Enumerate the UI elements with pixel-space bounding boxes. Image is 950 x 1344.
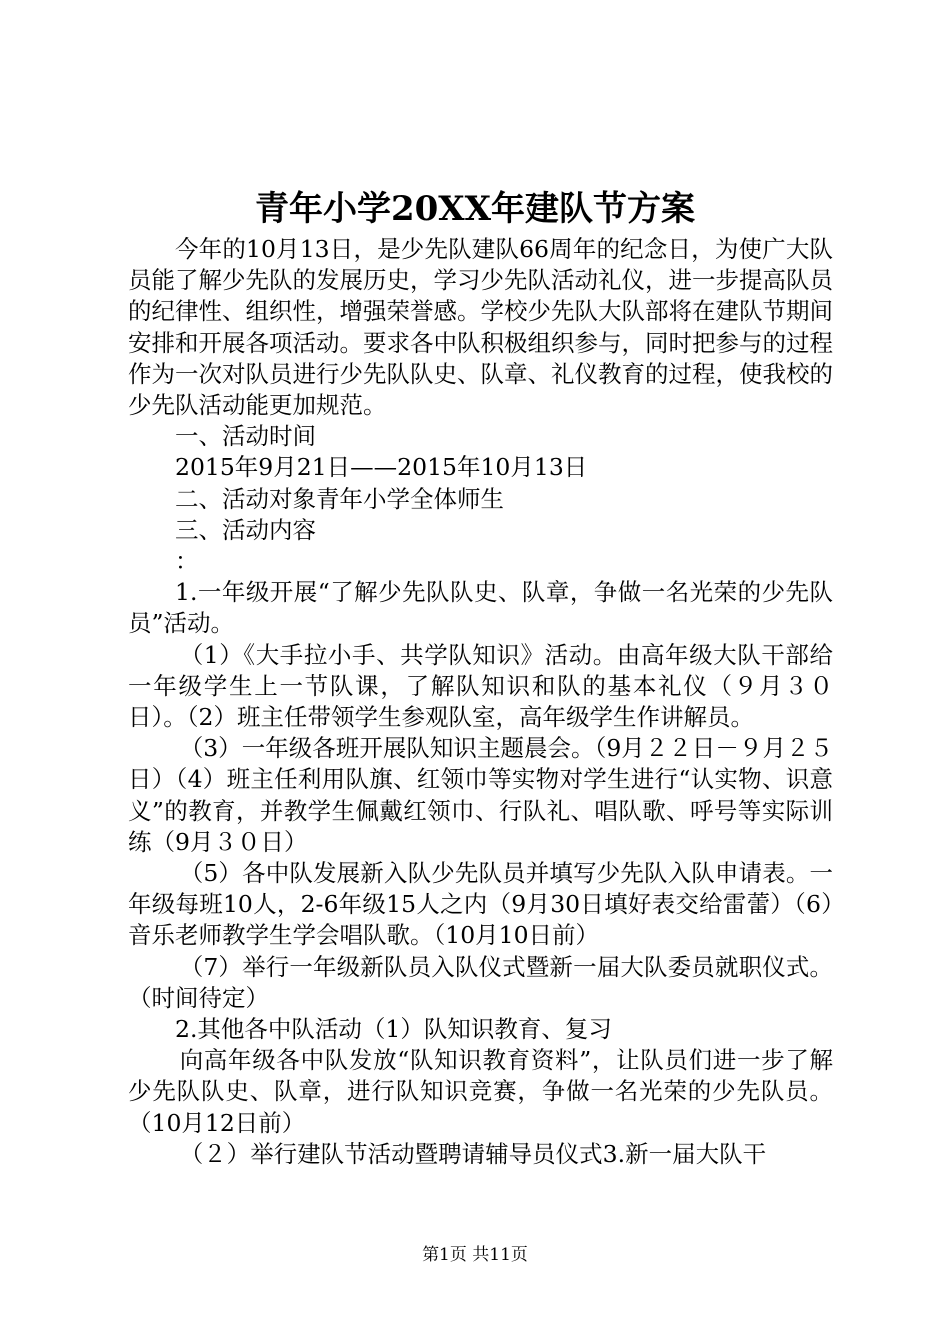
heading-activity-content: 三、活动内容	[175, 515, 316, 544]
document-body	[128, 234, 833, 1170]
paragraph-item-1-1: （1）《大手拉小手、共学队知识》活动。由高年级大队干部给一年级学生上一节队课，了解队知识和队的基本礼仪（９月３０日）。（2）班主任带领学生参观队室，高年级学生作讲解员。	[128, 640, 833, 732]
heading-activity-time: 一、活动时间	[175, 422, 316, 451]
paragraph-item-1-7: （7）举行一年级新队员入队仪式暨新一届大队委员就职仪式。（时间待定）	[128, 952, 833, 1012]
paragraph-item-2-2: （２）举行建队节活动暨聘请辅导员仪式3.新一届大队干	[179, 1139, 767, 1168]
paragraph-item-1-3: （3）一年级各班开展队知识主题晨会。（9月２２日－９月２５日）（4）班主任利用队旗、红领巾等实物对学生进行“认实物、识意义”的教育，并教学生佩戴红领巾、行队礼、唱队歌、呼号等实际训练（9月３０日）	[128, 734, 833, 856]
page-footer: 第1页 共11页	[422, 1245, 528, 1265]
paragraph-intro: 今年的10月13日，是少先队建队66周年的纪念日，为使广大队员能了解少先队的发展历史，学习少先队活动礼仪，进一步提高队员的纪律性、组织性，增强荣誉感。学校少先队大队部将在建队节期间安排和开展各项活动。要求各中队积极组织参与，同时把参与的过程作为一次对队员进行少先队队史、队章、礼仪教育的过程，使我校的少先队活动能更加规范。	[128, 235, 833, 420]
heading-activity-target: 二、活动对象青年小学全体师生	[175, 484, 504, 513]
paragraph-item-1-5: （5）各中队发展新入队少先队员并填写少先队入队申请表。一年级每班10人，2-6年级15人之内（9月30日填好表交给雷蕾）（6）音乐老师教学生学会唱队歌。（10月10日前）	[128, 859, 833, 950]
paragraph-item-2: 2.其他各中队活动（1）队知识教育、复习	[175, 1015, 612, 1044]
paragraph-activity-dates: 2015年9月21日——2015年10月13日	[175, 453, 588, 482]
paragraph-item-1: 1.一年级开展“了解少先队队史、队章，争做一名光荣的少先队员”活动。	[128, 578, 833, 638]
document-title: 青年小学20XX年建队节方案	[254, 189, 696, 229]
paragraph-colon: ：	[175, 547, 199, 576]
paragraph-item-2-1: 向高年级各中队发放“队知识教育资料”，让队员们进一步了解少先队队史、队章，进行队知识竞赛，争做一名光荣的少先队员。（10月12日前）	[128, 1046, 833, 1137]
